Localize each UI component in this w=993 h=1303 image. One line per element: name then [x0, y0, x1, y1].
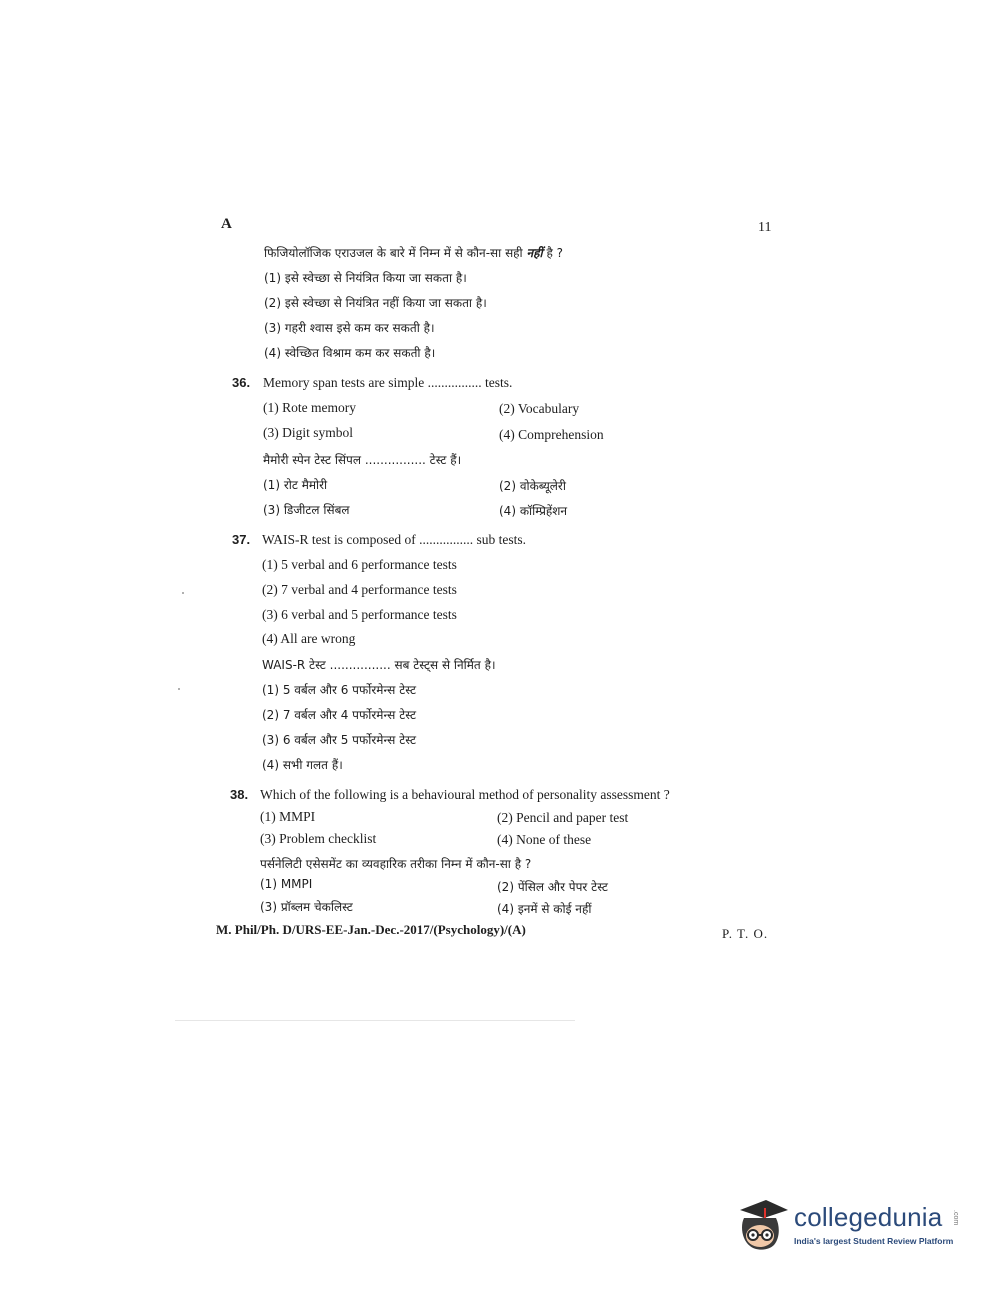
q36-option-4: (4) Comprehension: [499, 427, 604, 442]
q37-option-2: (2) 7 verbal and 4 performance tests: [262, 582, 457, 597]
q38-number: 38.: [230, 787, 249, 802]
scan-faint-line: [175, 1020, 575, 1021]
paper-code-footer: M. Phil/Ph. D/URS-EE-Jan.-Dec.-2017/(Psychology)/(A): [216, 922, 526, 937]
q38-hindi-option-3: (3) प्रॉब्लम चेकलिस्ट: [260, 900, 353, 914]
collegedunia-logo: [734, 1196, 964, 1256]
q38-hindi-option-1: (1) MMPI: [260, 877, 313, 891]
q37-number: 37.: [232, 532, 251, 547]
q37-hindi-option-2: (2) 7 वर्बल और 4 पर्फोरमेन्स टेस्ट: [262, 708, 416, 722]
q36-hindi-option-2: (2) वोकेब्यूलेरी: [499, 479, 566, 493]
q37-option-4: (4) All are wrong: [262, 631, 356, 646]
q37-hindi-stem: WAIS-R टेस्ट ................ सब टेस्ट्स से निर्मित है।: [262, 658, 496, 672]
q38-option-3: (3) Problem checklist: [260, 831, 377, 846]
q37-option-3: (3) 6 verbal and 5 performance tests: [262, 607, 457, 622]
q37-hindi-option-1: (1) 5 वर्बल और 6 पर्फोरमेन्स टेस्ट: [262, 683, 416, 697]
q38-stem: Which of the following is a behavioural method of personality assessment ?: [260, 787, 670, 802]
q36-stem: Memory span tests are simple ................ tests.: [263, 375, 513, 390]
pto-label: P. T. O.: [722, 926, 769, 941]
brand-tagline: India's largest Student Review Platform: [794, 1236, 954, 1246]
q37-option-1: (1) 5 verbal and 6 performance tests: [262, 557, 457, 572]
q35-option-1: (1) इसे स्वेच्छा से नियंत्रित किया जा सकता है।: [264, 271, 467, 285]
q37-hindi-option-4: (4) सभी गलत हैं।: [262, 758, 343, 772]
q35-hindi-stem-prefix: फिजियोलॉजिक एराउजल के बारे में निम्न में से कौन-सा सही: [264, 246, 527, 260]
q36-number: 36.: [232, 375, 251, 390]
scan-speck: [182, 592, 184, 594]
q37-hindi-option-3: (3) 6 वर्बल और 5 पर्फोरमेन्स टेस्ट: [262, 733, 416, 747]
q38-hindi-stem: पर्सनेलिटी एसेसमेंट का व्यवहारिक तरीका निम्न में कौन-सा है ?: [260, 857, 532, 871]
q35-hindi-stem-emphasis: नहीं: [526, 246, 543, 260]
mascot-icon: [734, 1196, 790, 1256]
q36-hindi-option-1: (1) रोट मैमोरी: [263, 478, 328, 492]
q35-option-3: (3) गहरी श्वास इसे कम कर सकती है।: [264, 321, 435, 335]
q38-option-2: (2) Pencil and paper test: [497, 810, 629, 825]
q35-hindi-stem-suffix: है ?: [542, 246, 563, 260]
q36-hindi-stem: मैमोरी स्पेन टेस्ट सिंपल ................ टेस्ट हैं।: [263, 453, 462, 467]
q36-hindi-option-4: (4) कॉम्प्रिहेंशन: [499, 504, 568, 518]
scan-speck: [178, 688, 180, 690]
q38-hindi-option-4: (4) इनमें से कोई नहीं: [497, 902, 592, 916]
question-set-letter: A: [221, 216, 232, 232]
q35-option-2: (2) इसे स्वेच्छा से नियंत्रित नहीं किया जा सकता है।: [264, 296, 487, 310]
brand-name: collegedunia: [794, 1202, 943, 1232]
brand-domain: .com: [952, 1210, 959, 1226]
page-number: 11: [758, 220, 772, 235]
q35-hindi-stem: [264, 244, 563, 261]
q36-hindi-option-3: (3) डिजीटल सिंबल: [263, 503, 350, 517]
q36-option-1: (1) Rote memory: [263, 400, 356, 415]
q37-stem: WAIS-R test is composed of ................ sub tests.: [262, 532, 526, 547]
q38-option-1: (1) MMPI: [260, 809, 316, 824]
q36-option-3: (3) Digit symbol: [263, 425, 353, 440]
q36-option-2: (2) Vocabulary: [499, 401, 580, 416]
q38-hindi-option-2: (2) पेंसिल और पेपर टेस्ट: [497, 880, 608, 894]
q35-option-4: (4) स्वेच्छित विश्राम कम कर सकती है।: [264, 346, 436, 360]
q38-option-4: (4) None of these: [497, 832, 592, 847]
